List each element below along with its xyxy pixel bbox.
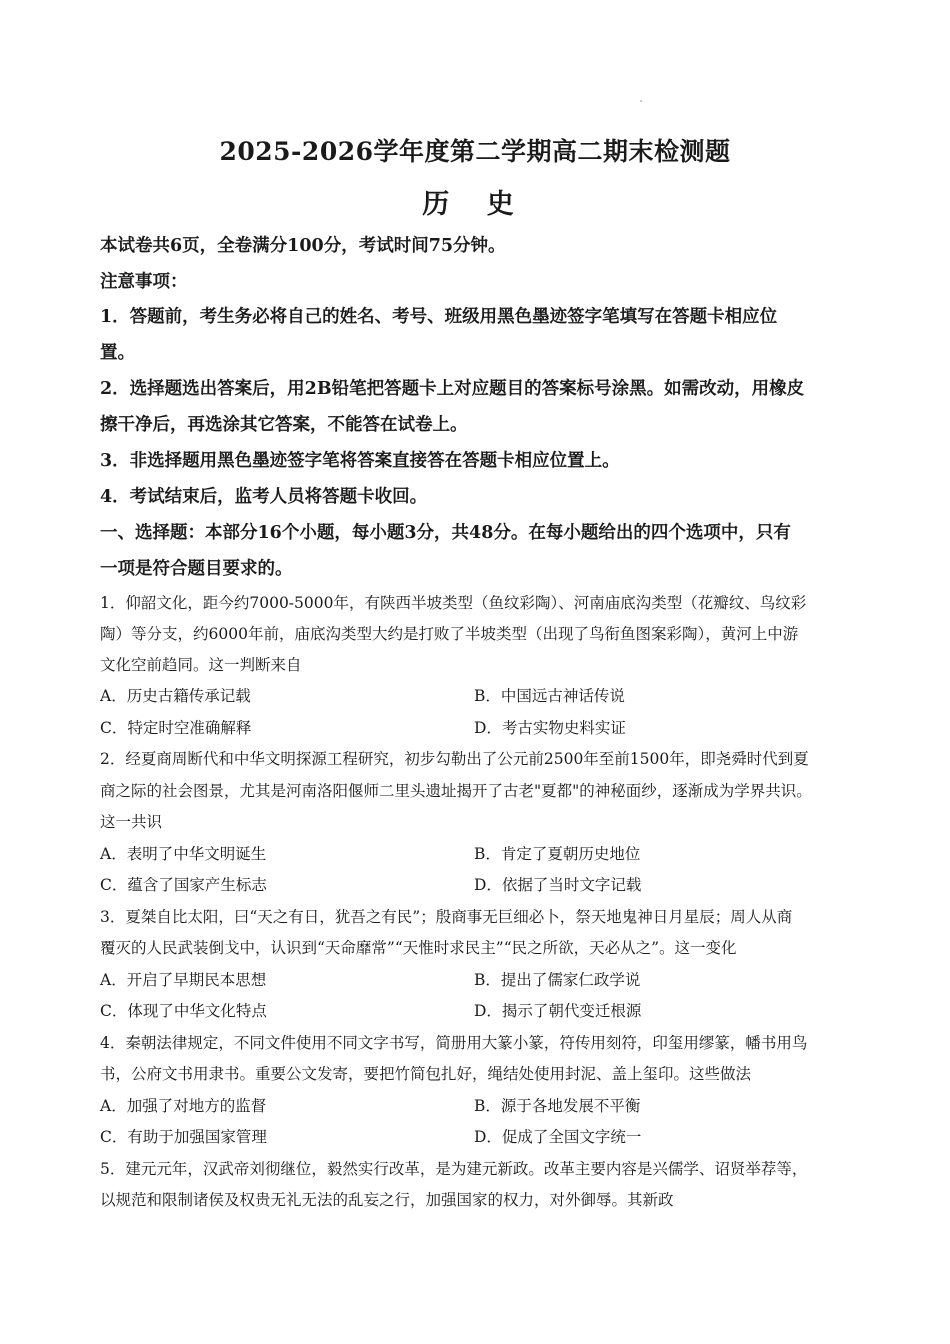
notice-heading: 注意事项： [100,272,188,292]
subject-title: 历 史 [422,189,528,220]
question-3-option-a: A．开启了早期民本思想 [100,971,267,989]
question-1-stem-line-3: 文化空前趋同。这一判断来自 [100,656,302,674]
question-4-option-b: B．源于各地发展不平衡 [474,1097,641,1115]
question-4-stem-line-1: 4．秦朝法律规定，不同文件使用不同文字书写，简册用大篆小篆，符传用刻符，印玺用缪篆，幡书用鸟 [100,1034,808,1052]
question-2-option-a: A．表明了中华文明诞生 [100,845,267,863]
question-1-stem-line-1: 1．仰韶文化，距今约7000-5000年，有陕西半坡类型（鱼纹彩陶）、河南庙底沟类型（花瓣纹、鸟纹彩 [100,594,807,612]
question-2-stem-line-3: 这一共识 [100,813,163,831]
question-4-option-c: C．有助于加强国家管理 [100,1128,267,1146]
question-2-stem-line-1: 2．经夏商周断代和中华文明探源工程研究，初步勾勒出了公元前2500年至前1500年，即尧舜时代到夏 [100,750,809,768]
section-heading-line-1: 一、选择题：本部分16个小题，每小题3分，共48分。在每小题给出的四个选项中，只有 [100,523,791,543]
question-1-option-b: B．中国远古神话传说 [474,687,625,705]
question-4-option-a: A．加强了对地方的监督 [100,1097,267,1115]
question-1-option-d: D．考古实物史料实证 [474,719,626,737]
question-2-option-c: C．蕴含了国家产生标志 [100,876,267,894]
question-4-stem-line-2: 书，公府文书用隶书。重要公文发寄，要把竹简包扎好，绳结处使用封泥、盖上玺印。这些做法 [100,1065,752,1083]
question-3-stem-line-2: 覆灭的人民武装倒戈中，认识到“天命靡常”“天惟时求民主”“民之所欲，天必从之”。这一变化 [100,939,737,957]
question-1-option-c: C．特定时空准确解释 [100,719,252,737]
question-4-option-d: D．促成了全国文字统一 [474,1128,642,1146]
question-5-stem-line-1: 5．建元元年，汉武帝刘彻继位，毅然实行改革，是为建元新政。改革主要内容是兴儒学、诏贤举荐等， [100,1160,808,1178]
exam-title: 2025-2026学年度第二学期高二期末检测题 [219,137,731,166]
question-2-stem-line-2: 商之际的社会图景，尤其是河南洛阳偃师二里头遗址揭开了古老"夏都"的神秘面纱，逐渐成为学界共识。 [100,782,812,800]
notice-item-4: 4．考试结束后，监考人员将答题卡收回。 [100,487,428,507]
exam-intro: 本试卷共6页，全卷满分100分，考试时间75分钟。 [100,236,506,256]
notice-item-1-line-1: 1．答题前，考生务必将自己的姓名、考号、班级用黑色墨迹签字笔填写在答题卡相应位 [100,307,778,327]
notice-item-2-line-1: 2．选择题选出答案后，用2B铅笔把答题卡上对应题目的答案标号涂黑。如需改动，用橡皮 [100,379,805,399]
question-1-option-a: A．历史古籍传承记载 [100,687,251,705]
notice-item-3: 3．非选择题用黑色墨迹签字笔将答案直接答在答题卡相应位置上。 [100,451,620,471]
section-heading-line-2: 一项是符合题目要求的。 [100,559,293,579]
question-5-stem-line-2: 以规范和限制诸侯及权贵无礼无法的乱妄之行，加强国家的权力，对外御辱。其新政 [100,1191,674,1209]
question-2-option-d: D．依据了当时文字记载 [474,876,642,894]
scan-speck [640,100,642,102]
question-2-option-b: B．肯定了夏朝历史地位 [474,845,641,863]
question-3-stem-line-1: 3．夏桀自比太阳，曰“天之有日，犹吾之有民”；殷商事无巨细必卜，祭天地鬼神日月星辰；周人从商 [100,908,793,926]
notice-item-1-line-2: 置。 [100,343,135,363]
question-3-option-c: C．体现了中华文化特点 [100,1002,267,1020]
question-3-option-b: B．提出了儒家仁政学说 [474,971,641,989]
question-1-stem-line-2: 陶）等分支，约6000年前，庙底沟类型大约是打败了半坡类型（出现了鸟衔鱼图案彩陶），黄河上中游 [100,625,799,643]
notice-item-2-line-2: 擦干净后，再选涂其它答案，不能答在试卷上。 [100,415,468,435]
question-3-option-d: D．揭示了朝代变迁根源 [474,1002,642,1020]
